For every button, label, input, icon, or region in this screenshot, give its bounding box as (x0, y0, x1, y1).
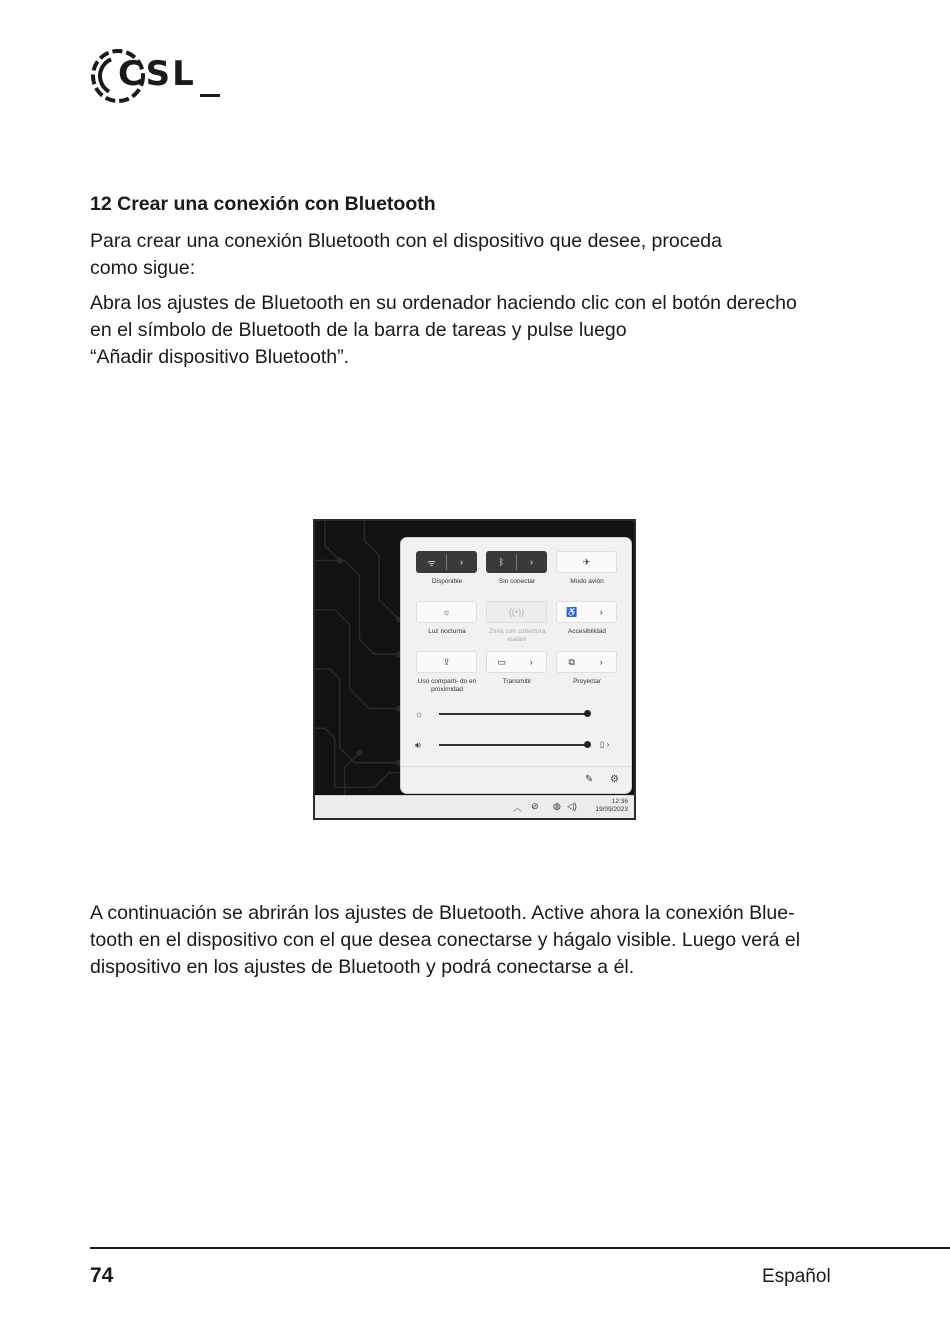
tile-project[interactable] (556, 651, 617, 673)
brightness-track (439, 713, 587, 715)
tile-label: Zona con cobertura inalám (488, 628, 546, 643)
taskbar-clock[interactable] (595, 798, 628, 814)
intro-paragraph (90, 228, 850, 282)
settings-gear-icon[interactable]: ⚙ (610, 774, 619, 785)
tile-night-light[interactable] (416, 601, 477, 623)
logo-underline (200, 94, 220, 97)
taskbar (315, 795, 634, 818)
instructions-line: Abra los ajustes de Bluetooth en su ordenador haciendo clic con el botón derecho (90, 292, 797, 314)
globe-icon[interactable]: ◍ (553, 801, 561, 811)
night-light-icon: ☼ (442, 607, 451, 617)
tile-airplane[interactable] (556, 551, 617, 573)
chevron-right-icon[interactable]: › (599, 607, 603, 617)
chevron-right-icon[interactable]: › (460, 557, 463, 567)
tile-accessibility[interactable] (556, 601, 617, 623)
brightness-knob[interactable] (584, 710, 591, 717)
tile-label: Sin conectar (498, 578, 536, 585)
brightness-slider[interactable] (415, 708, 619, 720)
audio-output-icon[interactable]: ▯ › (600, 740, 610, 749)
intro-line: Para crear una conexión Bluetooth con el dispositivo que desee, proceda (90, 230, 722, 252)
panel-footer (401, 766, 631, 793)
followup-line: dispositivo en los ajustes de Bluetooth y podrá conectarse a él. (90, 956, 635, 978)
tile-label: Proyectar (573, 678, 601, 685)
wifi-icon: ᯤ (427, 557, 436, 568)
language-label: Español (762, 1266, 831, 1287)
instructions-line: en el símbolo de Bluetooth de la barra de tareas y pulse luego (90, 319, 627, 341)
clock-date: 19/09/2023 (595, 806, 628, 813)
bluetooth-icon: ᛒ (498, 557, 505, 567)
volume-track (439, 744, 587, 746)
speaker-icon[interactable]: ◁) (567, 801, 577, 811)
tile-hotspot (486, 601, 547, 623)
edit-pencil-icon[interactable]: ✎ (585, 774, 594, 785)
csl-logo (88, 42, 223, 110)
cast-icon: ▭ (497, 656, 506, 667)
chevron-right-icon[interactable]: › (599, 657, 603, 667)
instructions-paragraph (90, 290, 850, 371)
chevron-right-icon[interactable]: › (529, 657, 533, 667)
brightness-icon: ☼ (415, 709, 424, 719)
intro-line: como sigue: (90, 257, 196, 279)
section-heading: 12 Crear una conexión con Bluetooth (90, 193, 436, 215)
tile-label: Disponible (431, 578, 463, 585)
tile-cast[interactable] (486, 651, 547, 673)
followup-paragraph (90, 900, 850, 981)
quick-settings-screenshot (313, 519, 636, 820)
logo-text: CSL (118, 54, 196, 94)
volume-slider[interactable] (415, 739, 619, 751)
hotspot-icon: ((•)) (508, 607, 525, 617)
quick-settings-panel (401, 538, 631, 793)
tile-label: Accesibilidad (568, 628, 606, 635)
clock-time: 12:36 (611, 798, 628, 805)
footer-rule (90, 1247, 950, 1249)
followup-line: tooth en el dispositivo con el que desea conectarse y hágalo visible. Luego verá el (90, 929, 801, 951)
airplane-icon: ✈ (582, 556, 591, 567)
followup-line: A continuación se abrirán los ajustes de Bluetooth. Active ahora la conexión Blue- (90, 902, 795, 924)
tile-label: Uso comparti- do en proximidad (417, 678, 477, 693)
chevron-right-icon[interactable]: › (530, 557, 533, 567)
instructions-line: “Añadir dispositivo Bluetooth”. (90, 346, 350, 368)
tile-label: Modo avión (570, 578, 604, 585)
tile-label: Luz nocturna (428, 628, 466, 635)
volume-knob[interactable] (584, 741, 591, 748)
project-icon: ⧉ (568, 656, 575, 667)
tile-label: Transmitir (502, 678, 532, 685)
tile-bluetooth[interactable] (486, 551, 547, 573)
tile-share[interactable] (416, 651, 477, 673)
page-number: 74 (90, 1264, 114, 1287)
chevron-up-icon[interactable]: ︿ (513, 803, 523, 813)
network-off-icon[interactable]: ⊘ (531, 801, 539, 811)
tile-wifi[interactable] (416, 551, 477, 573)
speaker-icon: 🔊︎ (415, 740, 421, 750)
accessibility-icon: ♿ (566, 606, 578, 617)
share-icon: ⇪ (442, 656, 451, 667)
